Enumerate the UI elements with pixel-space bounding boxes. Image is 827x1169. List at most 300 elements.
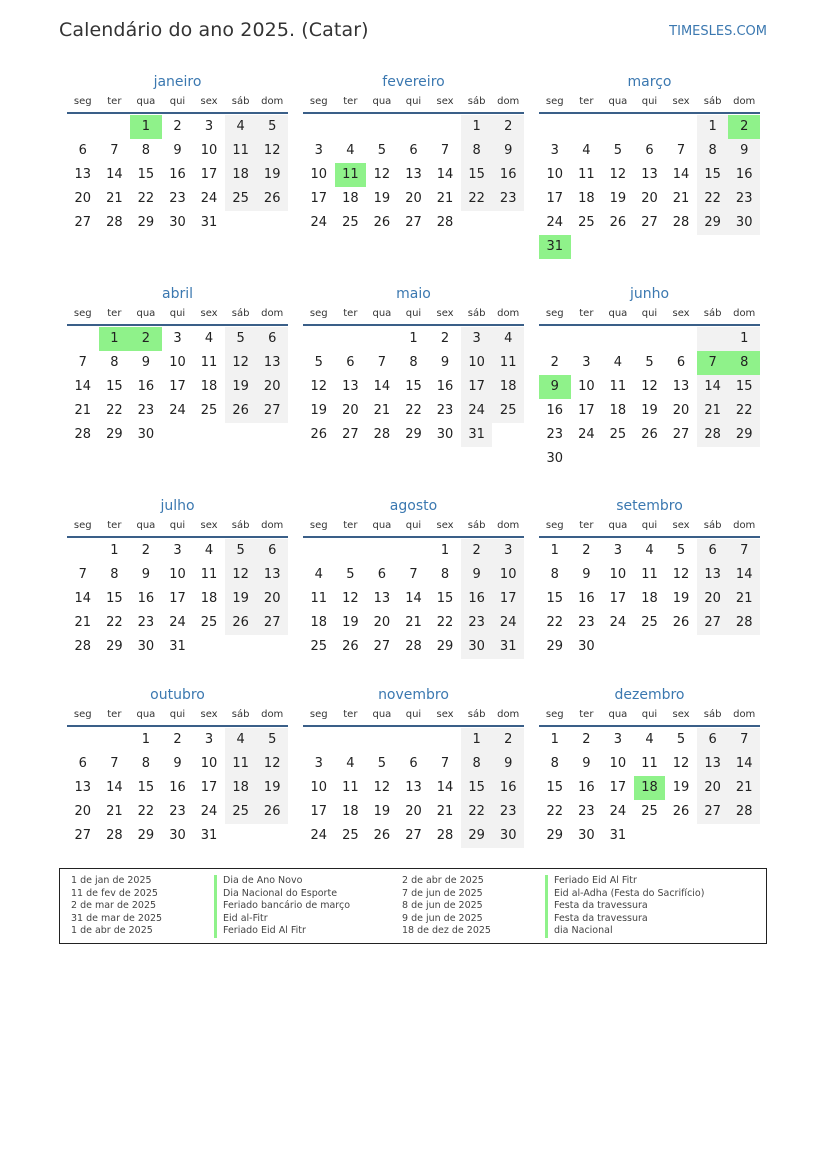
day-cell[interactable]: 28 [74, 427, 92, 442]
day-cell[interactable]: 7 [676, 143, 686, 158]
day-cell[interactable]: 29 [546, 639, 564, 654]
day-cell[interactable]: 24 [609, 804, 627, 819]
day-cell[interactable]: 17 [546, 191, 564, 206]
day-cell[interactable]: 26 [225, 611, 257, 635]
day-cell[interactable]: 4 [204, 543, 214, 558]
day-cell[interactable]: 10 [200, 143, 218, 158]
day-cell[interactable]: 19 [672, 780, 690, 795]
day-cell[interactable]: 9 [582, 756, 591, 771]
day-cell[interactable]: 1 [130, 115, 162, 139]
day-cell[interactable]: 19 [609, 191, 627, 206]
day-cell[interactable]: 23 [137, 615, 155, 630]
day-cell[interactable]: 16 [578, 591, 595, 606]
day-cell[interactable]: 2 [728, 115, 760, 139]
day-cell[interactable]: 25 [342, 215, 359, 230]
day-cell[interactable]: 12 [256, 139, 288, 163]
day-cell[interactable]: 23 [492, 187, 524, 211]
day-cell[interactable]: 15 [697, 163, 729, 187]
day-cell[interactable]: 10 [609, 567, 627, 582]
day-cell[interactable]: 20 [405, 804, 422, 819]
day-cell[interactable]: 20 [342, 403, 359, 418]
day-cell[interactable]: 30 [728, 211, 760, 235]
day-cell[interactable]: 12 [342, 591, 359, 606]
day-cell[interactable]: 9 [141, 355, 151, 370]
day-cell[interactable]: 27 [373, 639, 391, 654]
day-cell[interactable]: 22 [546, 615, 564, 630]
day-cell[interactable]: 24 [461, 399, 493, 423]
day-cell[interactable]: 13 [256, 351, 288, 375]
day-cell[interactable]: 15 [405, 379, 422, 394]
day-cell[interactable]: 13 [74, 780, 92, 795]
day-cell[interactable]: 6 [256, 539, 288, 563]
day-cell[interactable]: 14 [697, 375, 729, 399]
day-cell[interactable]: 11 [492, 351, 524, 375]
day-cell[interactable]: 25 [609, 427, 627, 442]
day-cell[interactable]: 22 [106, 403, 123, 418]
day-cell[interactable]: 31 [461, 423, 493, 447]
day-cell[interactable]: 30 [436, 427, 454, 442]
day-cell[interactable]: 28 [436, 215, 454, 230]
day-cell[interactable]: 22 [106, 615, 123, 630]
day-cell[interactable]: 1 [141, 732, 151, 747]
day-cell[interactable]: 16 [492, 163, 524, 187]
day-cell[interactable]: 22 [461, 187, 493, 211]
day-cell[interactable]: 13 [74, 167, 92, 182]
day-cell[interactable]: 23 [461, 611, 493, 635]
day-cell[interactable]: 14 [728, 752, 760, 776]
day-cell[interactable]: 25 [578, 215, 595, 230]
day-cell[interactable]: 6 [645, 143, 654, 158]
day-cell[interactable]: 27 [256, 399, 288, 423]
day-cell[interactable]: 20 [697, 776, 729, 800]
day-cell[interactable]: 27 [697, 611, 729, 635]
day-cell[interactable]: 23 [728, 187, 760, 211]
day-cell[interactable]: 24 [546, 215, 564, 230]
day-cell[interactable]: 7 [409, 567, 418, 582]
day-cell[interactable]: 8 [110, 567, 119, 582]
day-cell[interactable]: 19 [373, 191, 391, 206]
day-cell[interactable]: 28 [672, 215, 690, 230]
day-cell[interactable]: 13 [373, 591, 391, 606]
day-cell[interactable]: 7 [110, 756, 119, 771]
day-cell[interactable]: 19 [342, 615, 359, 630]
day-cell[interactable]: 18 [634, 776, 666, 800]
day-cell[interactable]: 18 [342, 191, 359, 206]
day-cell[interactable]: 20 [373, 615, 391, 630]
day-cell[interactable]: 7 [728, 539, 760, 563]
day-cell[interactable]: 17 [492, 587, 524, 611]
day-cell[interactable]: 11 [225, 139, 257, 163]
day-cell[interactable]: 10 [200, 756, 218, 771]
day-cell[interactable]: 19 [373, 804, 391, 819]
day-cell[interactable]: 18 [310, 615, 328, 630]
day-cell[interactable]: 22 [436, 615, 454, 630]
day-cell[interactable]: 26 [373, 828, 391, 843]
day-cell[interactable]: 5 [377, 143, 387, 158]
day-cell[interactable]: 13 [342, 379, 359, 394]
day-cell[interactable]: 28 [728, 800, 760, 824]
day-cell[interactable]: 1 [550, 543, 559, 558]
day-cell[interactable]: 14 [74, 591, 92, 606]
day-cell[interactable]: 2 [492, 115, 524, 139]
day-cell[interactable]: 29 [106, 639, 123, 654]
day-cell[interactable]: 20 [256, 587, 288, 611]
day-cell[interactable]: 5 [225, 539, 257, 563]
day-cell[interactable]: 2 [582, 543, 591, 558]
day-cell[interactable]: 26 [672, 615, 690, 630]
day-cell[interactable]: 16 [546, 403, 564, 418]
day-cell[interactable]: 28 [697, 423, 729, 447]
day-cell[interactable]: 24 [200, 804, 218, 819]
day-cell[interactable]: 2 [173, 119, 182, 134]
day-cell[interactable]: 16 [461, 587, 493, 611]
day-cell[interactable]: 13 [697, 563, 729, 587]
day-cell[interactable]: 8 [461, 139, 493, 163]
day-cell[interactable]: 4 [346, 756, 355, 771]
site-link[interactable]: TIMESLES.COM [669, 24, 767, 39]
day-cell[interactable]: 6 [78, 143, 87, 158]
day-cell[interactable]: 29 [106, 427, 123, 442]
day-cell[interactable]: 12 [641, 379, 658, 394]
day-cell[interactable]: 5 [377, 756, 387, 771]
day-cell[interactable]: 30 [169, 215, 186, 230]
day-cell[interactable]: 21 [436, 804, 454, 819]
day-cell[interactable]: 12 [225, 563, 257, 587]
day-cell[interactable]: 18 [225, 776, 257, 800]
day-cell[interactable]: 11 [200, 567, 218, 582]
day-cell[interactable]: 4 [645, 732, 654, 747]
day-cell[interactable]: 17 [200, 780, 218, 795]
day-cell[interactable]: 14 [672, 167, 690, 182]
day-cell[interactable]: 9 [461, 563, 493, 587]
day-cell[interactable]: 15 [728, 375, 760, 399]
day-cell[interactable]: 18 [641, 591, 658, 606]
day-cell[interactable]: 5 [676, 543, 686, 558]
day-cell[interactable]: 13 [405, 780, 422, 795]
day-cell[interactable]: 12 [373, 167, 391, 182]
day-cell[interactable]: 26 [609, 215, 627, 230]
day-cell[interactable]: 1 [697, 115, 729, 139]
day-cell[interactable]: 3 [461, 327, 493, 351]
day-cell[interactable]: 26 [256, 187, 288, 211]
day-cell[interactable]: 19 [256, 163, 288, 187]
day-cell[interactable]: 17 [310, 804, 328, 819]
day-cell[interactable]: 31 [492, 635, 524, 659]
day-cell[interactable]: 3 [582, 355, 591, 370]
day-cell[interactable]: 11 [609, 379, 627, 394]
day-cell[interactable]: 26 [373, 215, 391, 230]
day-cell[interactable]: 16 [169, 780, 186, 795]
day-cell[interactable]: 6 [78, 756, 87, 771]
day-cell[interactable]: 18 [342, 804, 359, 819]
day-cell[interactable]: 18 [492, 375, 524, 399]
day-cell[interactable]: 12 [672, 756, 690, 771]
day-cell[interactable]: 1 [461, 728, 493, 752]
day-cell[interactable]: 18 [200, 379, 218, 394]
day-cell[interactable]: 25 [200, 403, 218, 418]
day-cell[interactable]: 13 [405, 167, 422, 182]
day-cell[interactable]: 13 [697, 752, 729, 776]
day-cell[interactable]: 1 [440, 543, 450, 558]
day-cell[interactable]: 27 [672, 427, 690, 442]
day-cell[interactable]: 23 [169, 191, 186, 206]
day-cell[interactable]: 15 [461, 776, 493, 800]
day-cell[interactable]: 17 [310, 191, 328, 206]
day-cell[interactable]: 12 [672, 567, 690, 582]
day-cell[interactable]: 9 [582, 567, 591, 582]
day-cell[interactable]: 6 [697, 539, 729, 563]
day-cell[interactable]: 24 [609, 615, 627, 630]
day-cell[interactable]: 29 [137, 828, 155, 843]
day-cell[interactable]: 30 [578, 828, 595, 843]
day-cell[interactable]: 29 [461, 824, 493, 848]
day-cell[interactable]: 7 [110, 143, 119, 158]
day-cell[interactable]: 2 [550, 355, 559, 370]
day-cell[interactable]: 22 [405, 403, 422, 418]
day-cell[interactable]: 9 [141, 567, 151, 582]
day-cell[interactable]: 2 [440, 331, 450, 346]
day-cell[interactable]: 9 [492, 752, 524, 776]
day-cell[interactable]: 6 [377, 567, 387, 582]
day-cell[interactable]: 7 [440, 756, 450, 771]
day-cell[interactable]: 23 [169, 804, 186, 819]
day-cell[interactable]: 2 [492, 728, 524, 752]
day-cell[interactable]: 13 [672, 379, 690, 394]
day-cell[interactable]: 31 [609, 828, 627, 843]
day-cell[interactable]: 22 [461, 800, 493, 824]
day-cell[interactable]: 15 [546, 780, 564, 795]
day-cell[interactable]: 24 [492, 611, 524, 635]
day-cell[interactable]: 8 [728, 351, 760, 375]
day-cell[interactable]: 5 [676, 732, 686, 747]
day-cell[interactable]: 18 [578, 191, 595, 206]
day-cell[interactable]: 5 [225, 327, 257, 351]
day-cell[interactable]: 25 [342, 828, 359, 843]
day-cell[interactable]: 19 [256, 776, 288, 800]
day-cell[interactable]: 13 [641, 167, 658, 182]
day-cell[interactable]: 30 [578, 639, 595, 654]
day-cell[interactable]: 16 [728, 163, 760, 187]
day-cell[interactable]: 15 [461, 163, 493, 187]
day-cell[interactable]: 4 [225, 728, 257, 752]
day-cell[interactable]: 21 [106, 804, 123, 819]
day-cell[interactable]: 9 [492, 139, 524, 163]
day-cell[interactable]: 2 [582, 732, 591, 747]
day-cell[interactable]: 19 [641, 403, 658, 418]
day-cell[interactable]: 31 [539, 235, 571, 259]
day-cell[interactable]: 26 [641, 427, 658, 442]
day-cell[interactable]: 7 [78, 355, 87, 370]
day-cell[interactable]: 26 [225, 399, 257, 423]
day-cell[interactable]: 26 [342, 639, 359, 654]
day-cell[interactable]: 20 [74, 191, 92, 206]
day-cell[interactable]: 14 [74, 379, 92, 394]
day-cell[interactable]: 28 [106, 215, 123, 230]
day-cell[interactable]: 25 [641, 615, 658, 630]
day-cell[interactable]: 2 [173, 732, 182, 747]
day-cell[interactable]: 25 [200, 615, 218, 630]
day-cell[interactable]: 10 [609, 756, 627, 771]
day-cell[interactable]: 12 [256, 752, 288, 776]
day-cell[interactable]: 16 [169, 167, 186, 182]
day-cell[interactable]: 3 [613, 543, 623, 558]
day-cell[interactable]: 29 [728, 423, 760, 447]
day-cell[interactable]: 19 [672, 591, 690, 606]
day-cell[interactable]: 12 [373, 780, 391, 795]
day-cell[interactable]: 20 [697, 587, 729, 611]
day-cell[interactable]: 9 [728, 139, 760, 163]
day-cell[interactable]: 14 [436, 780, 454, 795]
day-cell[interactable]: 23 [137, 403, 155, 418]
day-cell[interactable]: 16 [137, 379, 155, 394]
day-cell[interactable]: 22 [728, 399, 760, 423]
day-cell[interactable]: 4 [346, 143, 355, 158]
day-cell[interactable]: 31 [200, 828, 218, 843]
day-cell[interactable]: 18 [609, 403, 627, 418]
day-cell[interactable]: 10 [578, 379, 595, 394]
day-cell[interactable]: 8 [550, 756, 559, 771]
day-cell[interactable]: 27 [405, 215, 422, 230]
day-cell[interactable]: 3 [613, 732, 623, 747]
day-cell[interactable]: 10 [310, 167, 328, 182]
day-cell[interactable]: 24 [310, 828, 328, 843]
day-cell[interactable]: 22 [697, 187, 729, 211]
day-cell[interactable]: 8 [461, 752, 493, 776]
day-cell[interactable]: 23 [578, 804, 595, 819]
day-cell[interactable]: 25 [225, 187, 257, 211]
day-cell[interactable]: 25 [225, 800, 257, 824]
day-cell[interactable]: 4 [582, 143, 591, 158]
day-cell[interactable]: 27 [405, 828, 422, 843]
day-cell[interactable]: 27 [342, 427, 359, 442]
day-cell[interactable]: 9 [173, 143, 182, 158]
day-cell[interactable]: 17 [169, 379, 186, 394]
day-cell[interactable]: 10 [461, 351, 493, 375]
day-cell[interactable]: 16 [436, 379, 454, 394]
day-cell[interactable]: 1 [99, 327, 131, 351]
day-cell[interactable]: 24 [169, 403, 186, 418]
day-cell[interactable]: 29 [405, 427, 422, 442]
day-cell[interactable]: 27 [641, 215, 658, 230]
day-cell[interactable]: 29 [546, 828, 564, 843]
day-cell[interactable]: 19 [225, 587, 257, 611]
day-cell[interactable]: 3 [204, 119, 214, 134]
day-cell[interactable]: 11 [225, 752, 257, 776]
day-cell[interactable]: 5 [613, 143, 623, 158]
day-cell[interactable]: 4 [613, 355, 623, 370]
day-cell[interactable]: 31 [169, 639, 186, 654]
day-cell[interactable]: 5 [256, 115, 288, 139]
day-cell[interactable]: 8 [409, 355, 418, 370]
day-cell[interactable]: 1 [409, 331, 418, 346]
day-cell[interactable]: 10 [546, 167, 564, 182]
day-cell[interactable]: 28 [728, 611, 760, 635]
day-cell[interactable]: 22 [137, 191, 155, 206]
day-cell[interactable]: 16 [578, 780, 595, 795]
day-cell[interactable]: 7 [377, 355, 387, 370]
day-cell[interactable]: 17 [169, 591, 186, 606]
day-cell[interactable]: 5 [645, 355, 654, 370]
day-cell[interactable]: 11 [310, 591, 328, 606]
day-cell[interactable]: 15 [137, 780, 155, 795]
day-cell[interactable]: 15 [546, 591, 564, 606]
day-cell[interactable]: 15 [106, 379, 123, 394]
day-cell[interactable]: 14 [373, 379, 391, 394]
day-cell[interactable]: 6 [256, 327, 288, 351]
day-cell[interactable]: 20 [256, 375, 288, 399]
day-cell[interactable]: 6 [697, 728, 729, 752]
day-cell[interactable]: 21 [74, 615, 92, 630]
day-cell[interactable]: 14 [436, 167, 454, 182]
day-cell[interactable]: 7 [78, 567, 87, 582]
day-cell[interactable]: 16 [492, 776, 524, 800]
day-cell[interactable]: 11 [641, 567, 658, 582]
day-cell[interactable]: 3 [492, 539, 524, 563]
day-cell[interactable]: 9 [440, 355, 450, 370]
day-cell[interactable]: 15 [436, 591, 454, 606]
day-cell[interactable]: 17 [609, 591, 627, 606]
day-cell[interactable]: 26 [256, 800, 288, 824]
day-cell[interactable]: 3 [204, 732, 214, 747]
day-cell[interactable]: 21 [728, 776, 760, 800]
day-cell[interactable]: 29 [436, 639, 454, 654]
day-cell[interactable]: 12 [609, 167, 627, 182]
day-cell[interactable]: 5 [256, 728, 288, 752]
day-cell[interactable]: 21 [728, 587, 760, 611]
day-cell[interactable]: 23 [546, 427, 564, 442]
day-cell[interactable]: 8 [550, 567, 559, 582]
day-cell[interactable]: 30 [492, 824, 524, 848]
day-cell[interactable]: 6 [409, 143, 418, 158]
day-cell[interactable]: 26 [672, 804, 690, 819]
day-cell[interactable]: 17 [200, 167, 218, 182]
day-cell[interactable]: 28 [436, 828, 454, 843]
day-cell[interactable]: 10 [169, 355, 186, 370]
day-cell[interactable]: 19 [310, 403, 328, 418]
day-cell[interactable]: 4 [225, 115, 257, 139]
day-cell[interactable]: 2 [461, 539, 493, 563]
day-cell[interactable]: 28 [373, 427, 391, 442]
day-cell[interactable]: 29 [697, 211, 729, 235]
day-cell[interactable]: 11 [200, 355, 218, 370]
day-cell[interactable]: 22 [137, 804, 155, 819]
day-cell[interactable]: 1 [461, 115, 493, 139]
day-cell[interactable]: 9 [539, 375, 571, 399]
day-cell[interactable]: 27 [697, 800, 729, 824]
day-cell[interactable]: 9 [173, 756, 182, 771]
day-cell[interactable]: 30 [169, 828, 186, 843]
day-cell[interactable]: 21 [436, 191, 454, 206]
day-cell[interactable]: 8 [697, 139, 729, 163]
day-cell[interactable]: 2 [141, 543, 151, 558]
day-cell[interactable]: 11 [641, 756, 658, 771]
day-cell[interactable]: 30 [461, 635, 493, 659]
day-cell[interactable]: 18 [200, 591, 218, 606]
day-cell[interactable]: 2 [130, 327, 162, 351]
day-cell[interactable]: 31 [200, 215, 218, 230]
day-cell[interactable]: 8 [141, 143, 151, 158]
day-cell[interactable]: 1 [110, 543, 119, 558]
day-cell[interactable]: 26 [310, 427, 328, 442]
day-cell[interactable]: 3 [314, 756, 323, 771]
day-cell[interactable]: 25 [310, 639, 328, 654]
day-cell[interactable]: 12 [310, 379, 328, 394]
day-cell[interactable]: 29 [137, 215, 155, 230]
day-cell[interactable]: 28 [74, 639, 92, 654]
day-cell[interactable]: 23 [492, 800, 524, 824]
day-cell[interactable]: 19 [225, 375, 257, 399]
day-cell[interactable]: 25 [492, 399, 524, 423]
